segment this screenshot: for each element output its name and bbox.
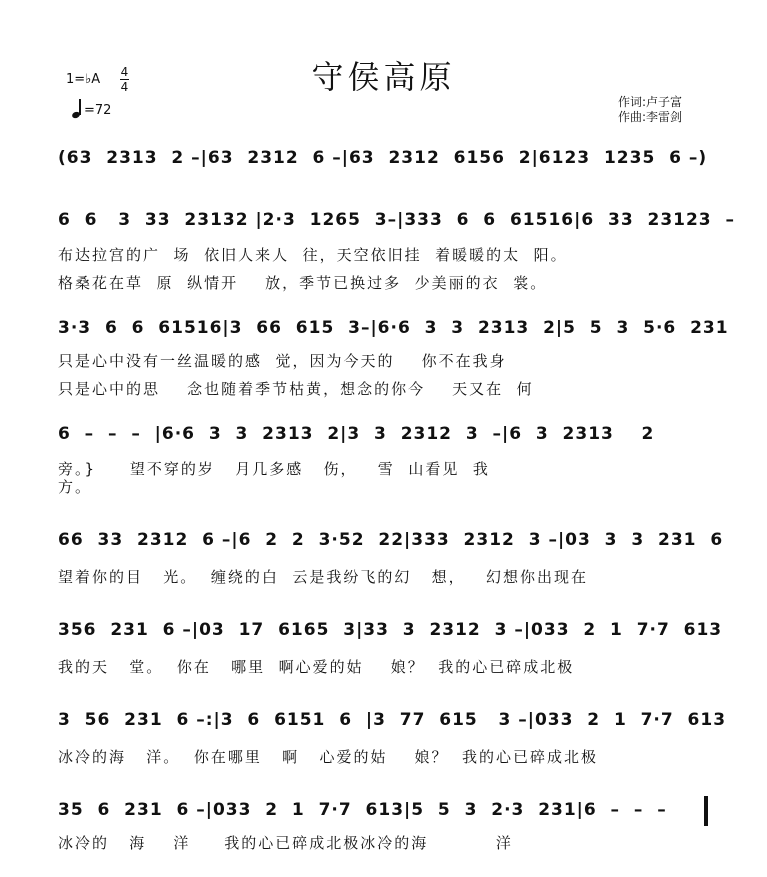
lyric-line: 冰冷的海 洋。 你在哪里 啊 心爱的姑 娘？ 我的心已碎成北极 — [58, 748, 599, 766]
notation-row: 35 6 231 6 –|033 2 1 7·7 613|5 5 3 2·3 231|6 – – – — [58, 800, 667, 820]
lyric-line: 我的天 堂。 你在 哪里 啊心爱的姑 娘？ 我的心已碎成北极 — [58, 658, 575, 676]
tempo-marking — [72, 100, 111, 118]
notation-row: 6 6 3 33 23132 |2·3 1265 3–|333 6 6 61516|6 33 23123 – — [58, 210, 735, 230]
lyric-line: 布达拉宫的广 场 依旧人来人 往，天空依旧挂 着暖暖的太 阳。 — [58, 246, 568, 264]
lyric-line: 旁。} 望不穿的岁 月几多感 伤， 雪 山看见 我 — [58, 460, 490, 478]
notation-row: 3·3 6 6 61516|3 66 615 3–|6·6 3 3 2313 2|5 5 3 5·6 231 — [58, 318, 729, 338]
lyricist-credit: 作词:卢子富 — [618, 95, 683, 109]
lyric-line: 只是心中的思 念也随着季节枯黄，想念的你今 天又在 何 — [58, 380, 534, 398]
lyric-line: 冰冷的 海 洋 我的心已碎成北极冰冷的海 洋 — [58, 834, 513, 852]
composer-credit: 作曲:李雷剑 — [618, 110, 683, 124]
lyric-line: 方。 — [58, 478, 93, 496]
credits — [618, 95, 682, 125]
notation-row: 6 – – – |6·6 3 3 2313 2|3 3 2312 3 –|6 3 2313 2 — [58, 424, 655, 444]
quarter-note-icon — [72, 100, 84, 118]
notation-row: 356 231 6 –|03 17 6165 3|33 3 2312 3 –|033 2 1 7·7 613 — [58, 620, 723, 640]
lyric-line: 格桑花在草 原 纵情开 放，季节已换过多 少美丽的衣 裳。 — [58, 274, 548, 292]
tempo-value: =72 — [84, 103, 112, 118]
time-signature-bottom: 4 — [120, 80, 129, 94]
time-signature-top: 4 — [120, 65, 129, 79]
final-barline — [704, 796, 708, 826]
song-title: 守侯高原 — [311, 58, 456, 96]
notation-row: 3 56 231 6 –:|3 6 6151 6 |3 77 615 3 –|033 2 1 7·7 613 — [58, 710, 727, 730]
key-signature: 1=♭A — [66, 72, 101, 87]
lyric-line: 望着你的目 光。 缠绕的白 云是我纷飞的幻 想， 幻想你出现在 — [58, 568, 588, 586]
notation-row: 66 33 2312 6 –|6 2 2 3·52 22|333 2312 3 –|03 3 3 231 6 — [58, 530, 724, 550]
lyric-line: 只是心中没有一丝温暖的感 觉，因为今天的 你不在我身 — [58, 352, 507, 370]
notation-row: (63 2313 2 –|63 2312 6 –|63 2312 6156 2|6123 1235 6 –) — [58, 148, 708, 168]
